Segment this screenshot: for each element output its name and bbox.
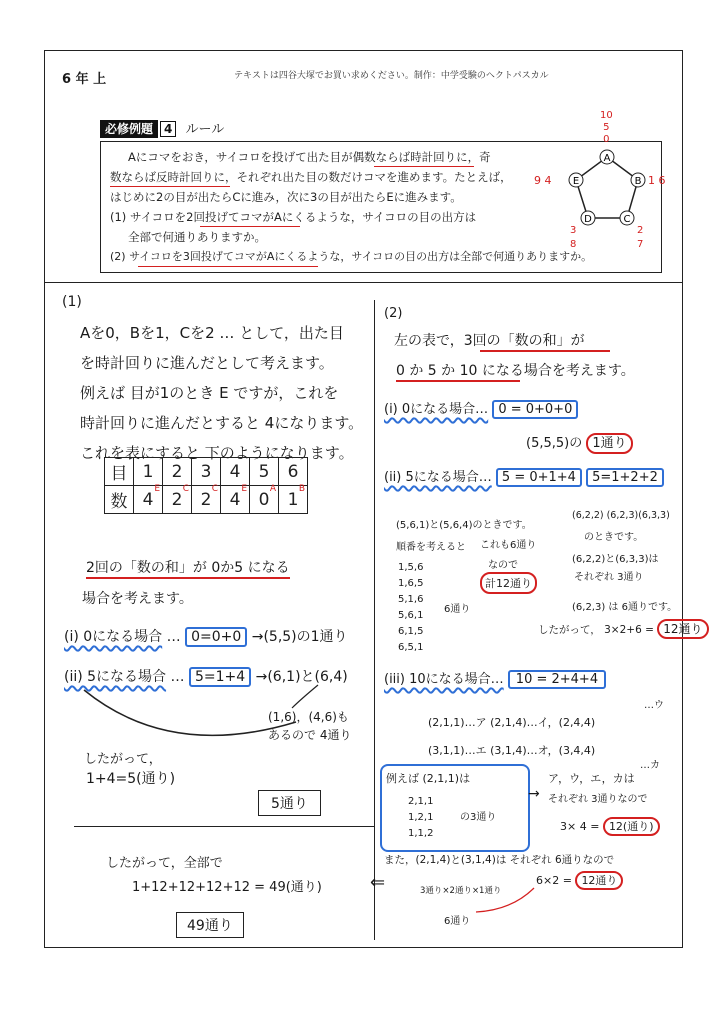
part1-answer: 5通り [258, 790, 321, 816]
part2-case3-label: (iii) 10になる場合… [384, 672, 504, 687]
perm-item: 5,1,6 [398, 594, 424, 605]
table-mark: A [269, 484, 276, 494]
part1-case2-label: (ii) 5になる場合 [64, 669, 167, 685]
part2-case3-box-count: の3通り [460, 812, 497, 823]
node-D: D [584, 214, 592, 225]
part1-line-5: これを表にすると 下のようになります。 [80, 444, 354, 462]
part1-case1: (i) 0になる場合 … 0=0+0 →(5,5)の1通り [64, 629, 348, 645]
part1-case1-eq: 0=0+0 [185, 627, 247, 647]
part2-case3-total2: 12通り [575, 871, 623, 890]
problem-line-6: (2) サイコロを3回投げてコマがAにくるような，サイコロの目の出方は全部で何通りありますか。 [110, 250, 593, 263]
part1-case2-note2: あるので 4通り [268, 728, 352, 742]
part2-case3-r1b: …ウ [644, 700, 664, 711]
part2-case2-left2: 順番を考えると [396, 542, 466, 553]
node-C: C [623, 214, 631, 225]
part1-line-4: 時計回りに進んだとすると 4になります。 [80, 414, 364, 432]
part2-case1-count: 1通り [586, 433, 632, 454]
table-cell: 3 [192, 458, 221, 486]
part1-sum-line-2: 場合を考えます。 [82, 591, 193, 607]
perm-item: 1,2,1 [408, 812, 434, 823]
perm-item: 6,1,5 [398, 626, 424, 637]
final-line-2: 1+12+12+12+12 = 49(通り) [132, 880, 322, 895]
problem-line-4: (1) サイコロを2回投げてコマがAにくるような，サイコロの目の出方は [110, 210, 477, 224]
perm-item: 1,5,6 [398, 562, 424, 573]
part2-case2-right3: (6,2,2)と(6,3,3)は [572, 554, 659, 565]
table-cell: 4 E [134, 486, 163, 514]
part1-case2-eq: 5=1+4 [189, 667, 251, 687]
final-answer: 49通り [176, 912, 244, 938]
part2-case2-right2: のときです。 [584, 532, 644, 543]
perm-item: 1,1,2 [408, 828, 434, 839]
part2-case2-eq2: 5=1+2+2 [586, 468, 664, 487]
part2-case2-perm-count: 6通り [444, 604, 471, 615]
arrow-right: → [528, 786, 540, 802]
perm-item: 6,5,1 [398, 642, 424, 653]
badge-number: 4 [160, 121, 176, 137]
part2-case3-bottom-calc: 3通り×2通り×1通り [420, 886, 502, 896]
part2-case3-bottom: また，(2,1,4)と(3,1,4)は それぞれ 6通りなので [384, 854, 615, 866]
node-E: E [572, 176, 580, 187]
part1-case2-note1: (1,6)，(4,6)も [268, 710, 349, 724]
problem-line-2: 数ならば反時計回りに，それぞれ出た目の数だけコマを進めます。たとえば， [110, 170, 512, 184]
part2-case2-label: (ii) 5になる場合… [384, 470, 492, 485]
part2-case2-eq: 5 = 0+1+4 [496, 468, 582, 487]
table-mark: C [182, 484, 189, 494]
problem-line-5: 全部で何通りありますか。 [128, 230, 266, 244]
part1-label: (1) [62, 294, 82, 310]
part2-case3-bottom-six: 6通り [444, 916, 471, 927]
part1-line-1: Aを0，Bを1，Cを2 … として，出た目 [80, 324, 344, 342]
label-B: 1 6 [648, 174, 666, 187]
table-cell: 4 E [221, 486, 250, 514]
table-mark: E [241, 484, 247, 494]
part1-case1-label: (i) 0になる場合 [64, 629, 163, 645]
final-arrow: ⇐ [370, 872, 386, 893]
node-B: B [634, 176, 642, 187]
header-notice: テキストは四谷大塚でお買い求めください。制作：中学受験のヘクトパスカル [234, 71, 549, 81]
part2-case3-box-title: 例えば (2,1,1)は [386, 772, 471, 785]
part1-line-2: を時計回りに進んだとして考えます。 [80, 354, 334, 372]
table-head-dice: 目 [105, 458, 134, 486]
table-mark: B [298, 484, 305, 494]
perm-item: 1,6,5 [398, 578, 424, 589]
part2-case2-left1: (5,6,1)と(5,6,4)のときです。 [396, 520, 532, 531]
part1-case2: (ii) 5になる場合 … 5=1+4 →(6,1)と(6,4) [64, 669, 348, 685]
part2-case3-r2: (3,1,1)…エ (3,1,4)…オ，(3,4,4) [428, 744, 596, 757]
part2-case3-total1: 12(通り) [603, 817, 660, 836]
table-cell: 0 A [250, 486, 279, 514]
part2-case2-right1: (6,2,2) (6,2,3)(6,3,3) [572, 510, 670, 521]
table-head-number: 数 [105, 486, 134, 514]
part2-intro-1: 左の表で，3回の「数の和」が [394, 333, 585, 349]
part2-case2-total: 12通り [657, 619, 708, 639]
part2-case3-bottom-eq-text: 6×2 = [536, 874, 572, 887]
part2-case3-eq: 10 = 2+4+4 [508, 670, 606, 689]
table-cell: 1 B [279, 486, 308, 514]
final-line-1: したがって，全部で [106, 856, 223, 871]
problem-line-3: はじめに2の目が出たらCに進み，次に3の目が出たらEに進みます。 [110, 190, 462, 204]
perm-item: 2,1,1 [408, 796, 434, 807]
part1-sum-line-1: 2回の「数の和」が 0か5 になる [86, 557, 290, 579]
part2-case3-right2: それぞれ 3通りなので [548, 794, 648, 805]
node-A: A [603, 153, 611, 164]
badge-prefix: 必修例題 [100, 120, 158, 138]
label-E: 9 4 [534, 174, 552, 187]
table-cell: 6 [279, 458, 308, 486]
part2-case3-r1: (2,1,1)…ア (2,1,4)…イ，(2,4,4) [428, 716, 596, 729]
part2-case3-calc: 3× 4 = [560, 820, 600, 833]
part2-case3-right1: ア，ウ，エ，カは [548, 772, 635, 785]
part2-case2-mid2: なので [488, 560, 518, 571]
part2-label: (2) [384, 306, 403, 321]
table-cell: 2 C [163, 486, 192, 514]
table-cell: 2 C [192, 486, 221, 514]
label-D: 3 8 [570, 225, 577, 250]
part1-so: したがって， [84, 752, 162, 767]
part2-case2-right5: (6,2,3) は 6通りです。 [572, 602, 678, 613]
table-cell: 5 [250, 458, 279, 486]
part1-case2-result: →(6,1)と(6,4) [255, 669, 348, 685]
label-A: 10 5 0 [600, 110, 613, 145]
table-cell: 2 [163, 458, 192, 486]
table-cell: 1 [134, 458, 163, 486]
part2-case2-mid3: 計12通り [480, 572, 537, 594]
part2-case3-r2b: …カ [640, 760, 660, 771]
table-cell: 4 [221, 458, 250, 486]
part2-intro-2: 0 か 5 か 10 になる場合を考えます。 [396, 363, 635, 379]
part2-case1-result-text: (5,5,5)の [526, 436, 583, 451]
problem-line-1: Aにコマをおき，サイコロを投げて出た目が偶数ならば時計回りに，奇 [128, 150, 491, 164]
problem-title: ルール [185, 122, 225, 137]
part2-case1-label: (i) 0になる場合… [384, 402, 489, 417]
part2-case2-mid1: これも6通り [480, 540, 537, 551]
part2-case2-right4: それぞれ 3通り [574, 572, 644, 583]
table-mark: C [211, 484, 218, 494]
part2-case2-calc: したがって， 3×2+6 = [538, 624, 654, 636]
part2-case1-eq: 0 = 0+0+0 [492, 400, 578, 419]
part1-line-3: 例えば 目が1のとき E ですが，これを [80, 384, 339, 402]
perm-item: 5,6,1 [398, 610, 424, 621]
part1-case1-result: →(5,5)の1通り [251, 629, 348, 645]
table-mark: E [154, 484, 160, 494]
grade-label: 6 年 上 [62, 72, 107, 87]
label-C: 2 7 [637, 225, 644, 250]
part1-total: 1+4=5(通り) [86, 771, 176, 787]
